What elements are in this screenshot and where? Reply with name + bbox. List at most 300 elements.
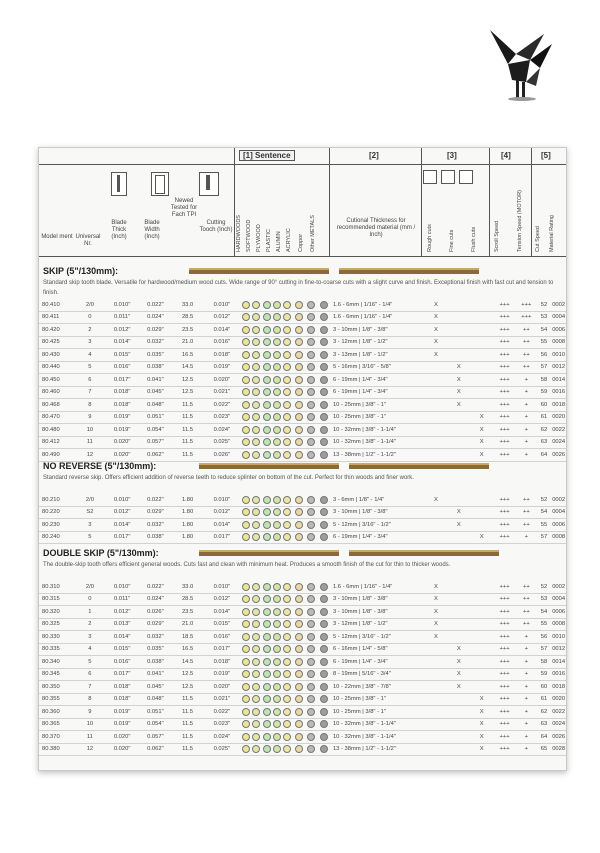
material-cell	[293, 643, 305, 656]
table-cell: 0.012"	[106, 606, 139, 619]
rating-circle-icon	[307, 695, 315, 703]
rating-circle-icon	[273, 683, 281, 691]
rating-circle-icon	[263, 608, 271, 616]
material-cell	[251, 743, 261, 756]
rating-circle-icon	[242, 620, 250, 628]
rating-circle-icon	[242, 521, 250, 529]
table-cell	[425, 681, 448, 694]
material-cell	[241, 731, 251, 744]
rating-circle-icon	[320, 451, 328, 459]
table-cell	[447, 631, 470, 644]
table-cell: 0008	[551, 531, 566, 544]
material-cell	[293, 618, 305, 631]
rating-circle-icon	[242, 301, 250, 309]
rating-circle-icon	[283, 670, 291, 678]
material-cell	[317, 399, 329, 412]
rating-circle-icon	[283, 658, 291, 666]
material-cell	[261, 593, 271, 606]
rating-circle-icon	[252, 496, 260, 504]
table-cell	[447, 311, 470, 324]
rating-circle-icon	[307, 683, 315, 691]
material-cell	[251, 324, 261, 337]
table-cell: 1	[74, 606, 105, 619]
table-cell: 80.310	[39, 581, 74, 593]
table-cell: 0.017"	[203, 643, 240, 656]
header-divider	[531, 148, 532, 257]
rating-circle-icon	[242, 608, 250, 616]
table-cell: +	[516, 681, 537, 694]
table-cell: +++	[493, 399, 516, 412]
material-cell	[305, 349, 317, 362]
rating-circle-icon	[273, 521, 281, 529]
material-cell	[272, 606, 282, 619]
table-cell: 1.6 - 6mm | 1/16" - 1/4"	[330, 311, 425, 324]
table-cell: 0.020"	[203, 374, 240, 387]
rating-circle-icon	[283, 301, 291, 309]
material-cell	[293, 494, 305, 506]
rating-circle-icon	[263, 508, 271, 516]
table-cell: 0004	[551, 506, 566, 519]
material-cell	[251, 336, 261, 349]
material-cell	[241, 581, 251, 593]
table-cell: X	[425, 593, 448, 606]
material-cell	[293, 399, 305, 412]
table-cell: 60	[537, 399, 552, 412]
rating-circle-icon	[295, 508, 303, 516]
table-cell: 0.029"	[139, 506, 172, 519]
material-cell	[305, 519, 317, 532]
table-cell: ++	[516, 494, 537, 506]
table-cell	[470, 349, 493, 362]
rating-circle-icon	[252, 733, 260, 741]
table-cell: 0.014"	[106, 631, 139, 644]
rating-circle-icon	[307, 533, 315, 541]
table-cell	[470, 506, 493, 519]
material-cell	[251, 386, 261, 399]
rating-circle-icon	[320, 695, 328, 703]
material-cell	[317, 706, 329, 719]
material-cell	[293, 374, 305, 387]
table-cell: 0.014"	[203, 519, 240, 532]
table-cell: 21.0	[172, 618, 203, 631]
table-cell: 0022	[551, 706, 566, 719]
table-cell: 8	[74, 399, 105, 412]
table-row	[39, 693, 566, 706]
rating-circle-icon	[263, 401, 271, 409]
rating-circle-icon	[273, 401, 281, 409]
material-cell	[241, 743, 251, 756]
col-extra-4: Material Rating	[549, 215, 555, 252]
table-cell: 9	[74, 706, 105, 719]
table-cell	[470, 681, 493, 694]
table-cell	[470, 299, 493, 311]
rating-circle-icon	[263, 521, 271, 529]
table-cell: 23.5	[172, 324, 203, 337]
table-row	[39, 361, 566, 374]
material-cell	[317, 593, 329, 606]
rating-circle-icon	[307, 708, 315, 716]
table-row	[39, 743, 566, 756]
rating-circle-icon	[283, 620, 291, 628]
table-cell: 10	[74, 718, 105, 731]
table-row	[39, 336, 566, 349]
table-cell: +++	[493, 656, 516, 669]
table-cell: +++	[516, 311, 537, 324]
table-cell: 12.5	[172, 386, 203, 399]
rating-circle-icon	[252, 633, 260, 641]
table-row	[39, 656, 566, 669]
rating-circle-icon	[295, 376, 303, 384]
table-cell: 54	[537, 324, 552, 337]
material-cell	[317, 731, 329, 744]
material-cell	[305, 706, 317, 719]
col-extra-3: Cut Speed	[535, 226, 541, 252]
table-cell: 3 - 12mm | 1/8" - 1/2"	[330, 336, 425, 349]
table-cell: +++	[493, 631, 516, 644]
rating-circle-icon	[242, 351, 250, 359]
col-material-2: SOFTWOOD	[246, 219, 252, 252]
table-cell: 12	[74, 449, 105, 462]
table-cell: 0016	[551, 386, 566, 399]
table-cell	[470, 374, 493, 387]
table-cell: 0.051"	[139, 411, 172, 424]
rating-circle-icon	[263, 633, 271, 641]
table-cell: 80.468	[39, 399, 74, 412]
material-cell	[251, 618, 261, 631]
material-cell	[282, 731, 292, 744]
table-cell	[425, 743, 448, 756]
material-cell	[305, 374, 317, 387]
material-cell	[293, 631, 305, 644]
table-cell: +	[516, 656, 537, 669]
rating-circle-icon	[307, 521, 315, 529]
table-cell: 0.018"	[106, 399, 139, 412]
table-cell: X	[470, 531, 493, 544]
table-cell: 0.016"	[106, 361, 139, 374]
material-cell	[293, 436, 305, 449]
table-cell: X	[425, 324, 448, 337]
material-cell	[251, 643, 261, 656]
rating-circle-icon	[273, 338, 281, 346]
table-cell: 0.020"	[106, 449, 139, 462]
table-cell: +++	[493, 324, 516, 337]
rating-circle-icon	[263, 426, 271, 434]
table-cell: 10 - 32mm | 3/8" - 1-1/4"	[330, 424, 425, 437]
table-cell: ++	[516, 581, 537, 593]
col-material-3: PLYWOOD	[256, 224, 262, 252]
material-cell	[241, 531, 251, 544]
table-cell: X	[425, 349, 448, 362]
table-cell: +	[516, 449, 537, 462]
group-label-1-text: [1] Sentence	[239, 150, 295, 161]
table-cell: 57	[537, 643, 552, 656]
table-cell: 60	[537, 681, 552, 694]
table-cell: 0.016"	[203, 631, 240, 644]
rating-circle-icon	[320, 313, 328, 321]
material-cell	[241, 506, 251, 519]
material-cell	[317, 324, 329, 337]
material-cell	[241, 656, 251, 669]
table-cell: 56	[537, 631, 552, 644]
rating-circle-icon	[307, 583, 315, 591]
rating-circle-icon	[295, 363, 303, 371]
rating-circle-icon	[307, 496, 315, 504]
table-cell: 0.012"	[106, 324, 139, 337]
table-cell: 2/0	[74, 581, 105, 593]
table-cell	[425, 668, 448, 681]
table-cell: 80.470	[39, 411, 74, 424]
material-cell	[272, 743, 282, 756]
material-cell	[251, 681, 261, 694]
table-cell	[425, 386, 448, 399]
table-cell: +++	[493, 494, 516, 506]
table-cell: +	[516, 743, 537, 756]
table-cell: 0.010"	[203, 494, 240, 506]
table-cell: 0.051"	[139, 706, 172, 719]
table-cell: 80.230	[39, 519, 74, 532]
material-cell	[261, 681, 271, 694]
rating-circle-icon	[283, 338, 291, 346]
rating-circle-icon	[242, 533, 250, 541]
table-cell: 0.014"	[203, 606, 240, 619]
table-cell: +++	[493, 436, 516, 449]
table-cell: 0.038"	[139, 656, 172, 669]
rating-circle-icon	[307, 376, 315, 384]
table-cell: 7	[74, 681, 105, 694]
table-cell: 0.032"	[139, 631, 172, 644]
rating-circle-icon	[320, 608, 328, 616]
table-cell: X	[470, 436, 493, 449]
rating-circle-icon	[273, 508, 281, 516]
material-cell	[293, 424, 305, 437]
table-cell: 11.5	[172, 731, 203, 744]
table-cell: 1.80	[172, 506, 203, 519]
material-cell	[317, 424, 329, 437]
table-cell: 5 - 12mm | 3/16" - 1/2"	[330, 519, 425, 532]
material-cell	[261, 693, 271, 706]
rating-circle-icon	[295, 733, 303, 741]
material-cell	[241, 681, 251, 694]
material-cell	[261, 581, 271, 593]
rating-circle-icon	[307, 363, 315, 371]
material-cell	[293, 681, 305, 694]
material-cell	[251, 718, 261, 731]
table-cell: 0.054"	[139, 718, 172, 731]
table-cell: 11	[74, 731, 105, 744]
table-cell: 0.017"	[106, 374, 139, 387]
table-cell	[470, 581, 493, 593]
table-cell: +++	[493, 743, 516, 756]
table-cell: X	[470, 424, 493, 437]
table-cell: 0.010"	[106, 494, 139, 506]
table-cell: 11.5	[172, 706, 203, 719]
rating-circle-icon	[307, 388, 315, 396]
rating-circle-icon	[283, 633, 291, 641]
material-cell	[241, 606, 251, 619]
table-cell: 80.490	[39, 449, 74, 462]
material-cell	[261, 656, 271, 669]
material-cell	[282, 743, 292, 756]
table-cell: 53	[537, 311, 552, 324]
material-cell	[241, 643, 251, 656]
cutting-tooth-icon	[199, 172, 219, 196]
rating-circle-icon	[295, 645, 303, 653]
rating-circle-icon	[283, 438, 291, 446]
table-cell: 0.016"	[203, 336, 240, 349]
material-cell	[251, 519, 261, 532]
fine-cut-icon	[441, 170, 455, 184]
table-cell: 10 - 25mm | 3/8" - 1"	[330, 706, 425, 719]
rating-circle-icon	[320, 326, 328, 334]
table-cell	[425, 531, 448, 544]
material-cell	[293, 386, 305, 399]
table-cell	[425, 656, 448, 669]
material-cell	[317, 311, 329, 324]
table-cell: 0.024"	[203, 731, 240, 744]
blade-illustration	[349, 462, 489, 470]
table-row	[39, 311, 566, 324]
material-cell	[261, 324, 271, 337]
material-cell	[261, 336, 271, 349]
material-cell	[251, 436, 261, 449]
blade-illustration	[199, 549, 339, 557]
table-cell: 80.220	[39, 506, 74, 519]
rating-circle-icon	[273, 496, 281, 504]
rating-circle-icon	[242, 326, 250, 334]
rating-circle-icon	[295, 401, 303, 409]
material-cell	[282, 436, 292, 449]
table-cell	[425, 399, 448, 412]
table-cell: +++	[493, 706, 516, 719]
rating-circle-icon	[273, 363, 281, 371]
table-cell	[425, 693, 448, 706]
table-cell: 6	[74, 668, 105, 681]
table-cell: 33.0	[172, 299, 203, 311]
rating-circle-icon	[242, 683, 250, 691]
material-cell	[317, 449, 329, 462]
table-cell: 80.412	[39, 436, 74, 449]
material-cell	[317, 606, 329, 619]
table-cell: 11.5	[172, 399, 203, 412]
material-cell	[241, 374, 251, 387]
table-cell: +++	[493, 336, 516, 349]
table-cell: 57	[537, 531, 552, 544]
material-cell	[251, 311, 261, 324]
material-cell	[317, 436, 329, 449]
table-cell: 6 - 19mm | 1/4" - 3/4"	[330, 531, 425, 544]
material-cell	[272, 656, 282, 669]
material-cell	[251, 606, 261, 619]
table-cell: 0012	[551, 643, 566, 656]
table-cell: +++	[493, 411, 516, 424]
material-cell	[241, 299, 251, 311]
table-cell: 5	[74, 656, 105, 669]
table-cell: 59	[537, 386, 552, 399]
rating-circle-icon	[307, 351, 315, 359]
rating-circle-icon	[242, 388, 250, 396]
table-cell: 0014	[551, 656, 566, 669]
rating-circle-icon	[273, 733, 281, 741]
table-cell: 0024	[551, 436, 566, 449]
material-cell	[261, 386, 271, 399]
material-cell	[251, 581, 261, 593]
section-title-skip: SKIP (5"/130mm):	[43, 266, 119, 276]
rating-circle-icon	[252, 595, 260, 603]
table-cell: 0	[74, 311, 105, 324]
rating-circle-icon	[263, 376, 271, 384]
table-cell: +++	[493, 519, 516, 532]
material-cell	[241, 693, 251, 706]
material-cell	[282, 618, 292, 631]
material-cell	[272, 593, 282, 606]
table-cell: 3 - 10mm | 1/8" - 3/8"	[330, 324, 425, 337]
rating-circle-icon	[263, 695, 271, 703]
table-cell: X	[447, 643, 470, 656]
material-cell	[282, 581, 292, 593]
rating-circle-icon	[320, 658, 328, 666]
material-cell	[261, 643, 271, 656]
rating-circle-icon	[252, 438, 260, 446]
table-cell: X	[470, 706, 493, 719]
table-cell: X	[425, 606, 448, 619]
rating-circle-icon	[283, 695, 291, 703]
material-cell	[293, 299, 305, 311]
table-cell: 0.012"	[106, 506, 139, 519]
material-cell	[241, 668, 251, 681]
table-cell	[470, 643, 493, 656]
table-cell: +	[516, 424, 537, 437]
table-cell: 52	[537, 581, 552, 593]
material-cell	[251, 631, 261, 644]
table-cell: 6 - 19mm | 1/4" - 3/4"	[330, 374, 425, 387]
material-cell	[282, 324, 292, 337]
table-cell: 62	[537, 706, 552, 719]
table-cell	[447, 706, 470, 719]
table-row	[39, 731, 566, 744]
table-header	[39, 148, 566, 258]
rating-circle-icon	[252, 363, 260, 371]
rating-circle-icon	[320, 633, 328, 641]
table-cell: 80.240	[39, 531, 74, 544]
rating-circle-icon	[242, 745, 250, 753]
material-cell	[272, 618, 282, 631]
rating-circle-icon	[273, 595, 281, 603]
table-cell: 0.041"	[139, 668, 172, 681]
material-cell	[261, 519, 271, 532]
table-cell: 54	[537, 506, 552, 519]
table-cell: 0002	[551, 581, 566, 593]
rating-circle-icon	[307, 670, 315, 678]
material-cell	[305, 424, 317, 437]
table-cell: 11	[74, 436, 105, 449]
material-cell	[272, 519, 282, 532]
rating-circle-icon	[283, 720, 291, 728]
rating-circle-icon	[273, 438, 281, 446]
material-cell	[272, 531, 282, 544]
rating-circle-icon	[307, 438, 315, 446]
table-cell: 0.025"	[203, 436, 240, 449]
material-cell	[282, 656, 292, 669]
material-cell	[241, 349, 251, 362]
material-cell	[305, 731, 317, 744]
table-cell: 53	[537, 593, 552, 606]
table-cell: 63	[537, 718, 552, 731]
table-cell: 1.80	[172, 519, 203, 532]
table-cell: 64	[537, 731, 552, 744]
rating-circle-icon	[320, 496, 328, 504]
col-extra-2: Tension Speed (MOTOR)	[517, 190, 523, 252]
material-cell	[282, 693, 292, 706]
